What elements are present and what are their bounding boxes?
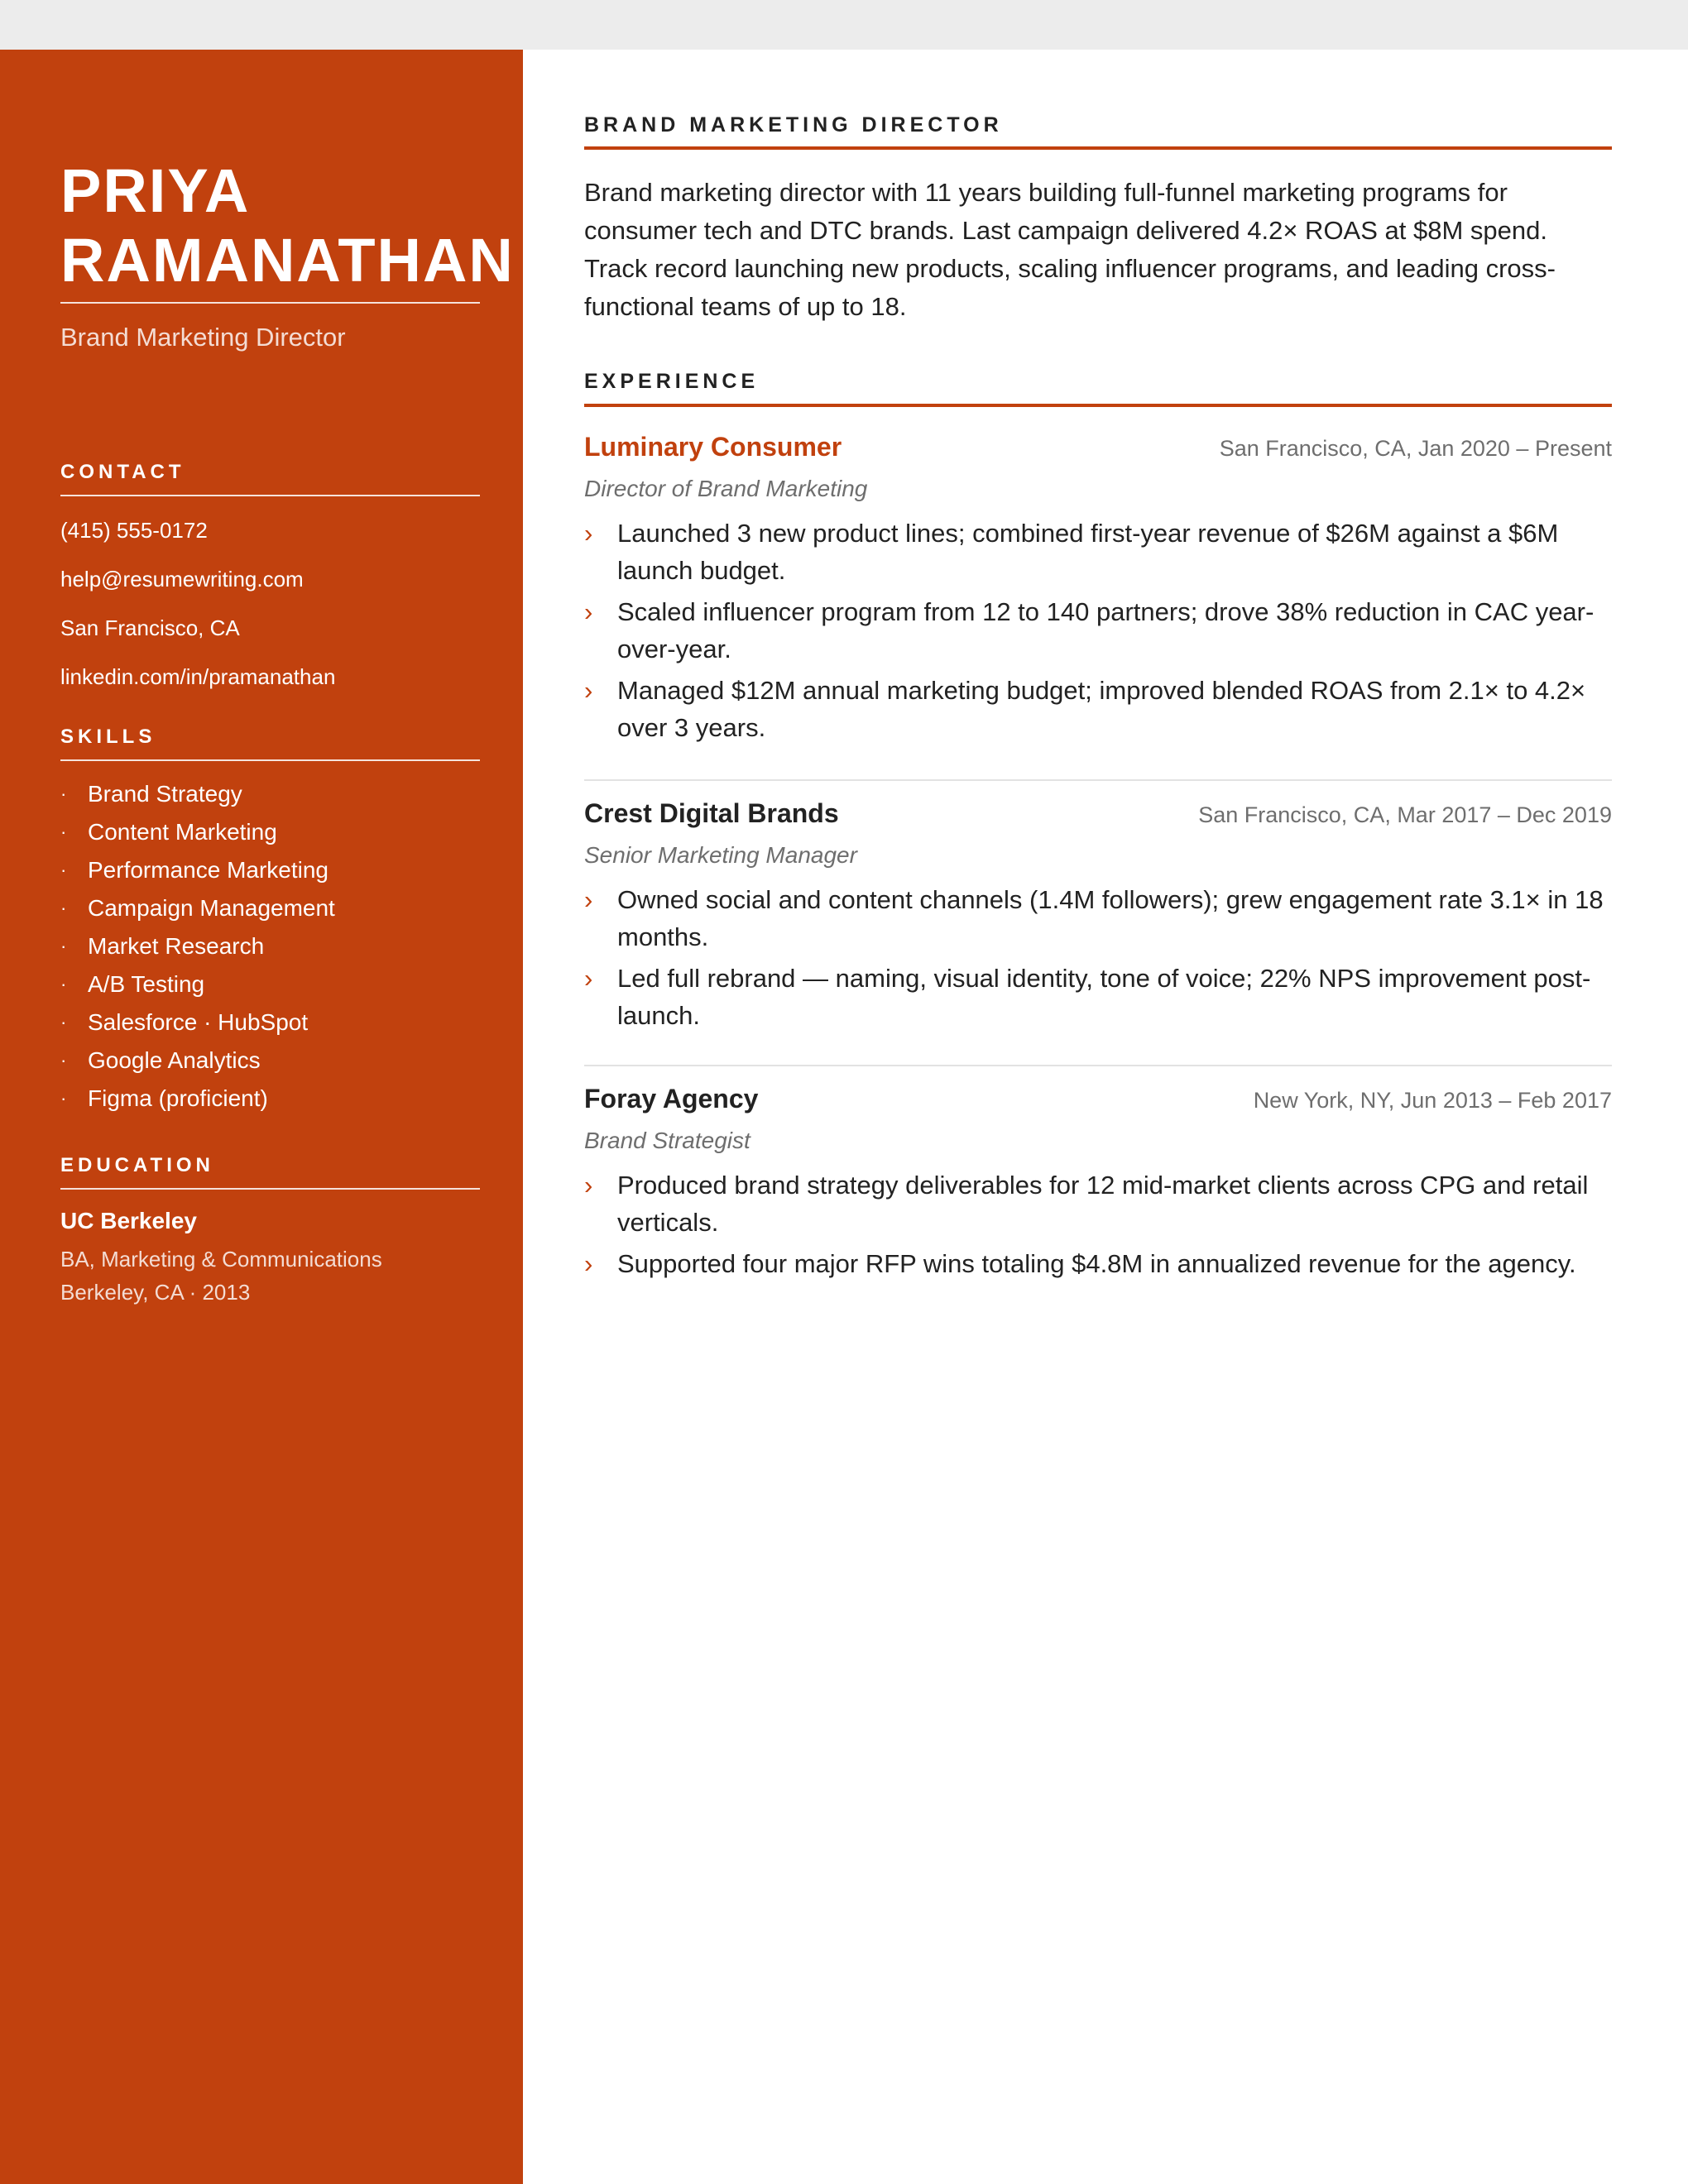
skill-bullet: · [60,898,67,918]
job-bullet-text: Produced brand strategy deliverables for 12 mid-market clients across CPG and retail verticals. [617,1171,1589,1237]
bullet-marker: › [584,964,593,993]
bullet-marker: › [584,597,593,626]
skill-bullet: · [60,783,67,804]
job-bullet [584,881,1612,956]
job-bullet [584,960,1612,1034]
job-bullet [584,593,1612,668]
experience-divider [584,404,1612,407]
bullet-marker: › [584,885,593,914]
job-company: Foray Agency [584,1084,759,1114]
job-location-dates: San Francisco, CA, Jan 2020 – Present [1219,436,1612,461]
skill-item [60,930,335,968]
bullet-marker: › [584,519,593,548]
education-heading: EDUCATION [60,1154,214,1176]
job-bullet-text: Scaled influencer program from 12 to 140 partners; drove 38% reduction in CAC year-over-year. [617,597,1594,663]
bullet-marker: › [584,1171,593,1200]
skill-item [60,854,335,892]
job-bullet [584,515,1612,589]
job-location-dates: New York, NY, Jun 2013 – Feb 2017 [1253,1088,1612,1113]
job-bullets [584,515,1612,750]
job-bullet-text: Launched 3 new product lines; combined first-year revenue of $26M against a $6M launch budget. [617,519,1559,585]
skill-label: Google Analytics [88,1047,261,1073]
skill-label: Figma (proficient) [88,1085,268,1111]
skill-label: A/B Testing [88,971,205,997]
skill-item [60,892,335,930]
experience-heading: EXPERIENCE [584,370,760,393]
summary-divider [584,146,1612,150]
skill-bullet: · [60,974,67,994]
summary-heading: BRAND MARKETING DIRECTOR [584,113,1003,136]
job-bullet-text: Managed $12M annual marketing budget; improved blended ROAS from 2.1× to 4.2× over 3 years. [617,676,1586,742]
skill-bullet: · [60,1012,67,1032]
skill-item [60,778,335,816]
skill-item [60,1006,335,1044]
job-separator [584,1065,1612,1066]
skill-bullet: · [60,821,67,842]
education-location-year: Berkeley, CA · 2013 [60,1280,251,1305]
skills-list [60,778,335,1120]
skills-divider [60,759,480,761]
name-last: RAMANATHAN [60,226,515,295]
job-location-dates: San Francisco, CA, Mar 2017 – Dec 2019 [1198,802,1612,827]
job-role: Senior Marketing Manager [584,842,857,868]
education-degree: BA, Marketing & Communications [60,1247,382,1272]
contact-linkedin: linkedin.com/in/pramanathan [60,664,336,689]
skills-heading: SKILLS [60,726,156,748]
job-bullet-text: Owned social and content channels (1.4M followers); grew engagement rate 3.1× in 18 months. [617,885,1604,951]
skill-label: Market Research [88,933,265,959]
job-bullet [584,1166,1612,1241]
name-first: PRIYA [60,156,251,225]
contact-divider [60,495,480,496]
job-bullets [584,881,1612,1038]
contact-heading: CONTACT [60,461,185,483]
contact-location: San Francisco, CA [60,615,240,640]
contact-phone: (415) 555-0172 [60,518,208,543]
job-bullet-text: Supported four major RFP wins totaling $4.8M in annualized revenue for the agency. [617,1249,1576,1278]
education-divider [60,1188,480,1190]
skill-item [60,968,335,1006]
bullet-marker: › [584,676,593,705]
name-divider [60,302,480,304]
skill-bullet: · [60,1088,67,1109]
skill-item [60,1082,335,1120]
bullet-marker: › [584,1249,593,1278]
skill-label: Salesforce · HubSpot [88,1009,309,1035]
job-bullet-text: Led full rebrand — naming, visual identity, tone of voice; 22% NPS improvement post-launch. [617,964,1591,1030]
skill-item [60,816,335,854]
skill-label: Brand Strategy [88,781,242,807]
skill-label: Campaign Management [88,895,335,921]
sidebar [0,50,523,2184]
summary-text: Brand marketing director with 11 years building full-funnel marketing programs for consumer tech and DTC brands. Last campaign delivered 4.2× ROAS at $8M spend. Track record launching new products, scaling influencer programs, and leading cross-functional teams of up to 18. [584,178,1556,321]
skill-bullet: · [60,936,67,956]
skill-label: Performance Marketing [88,857,329,883]
job-role: Director of Brand Marketing [584,476,868,501]
job-bullet [584,672,1612,746]
job-company: Crest Digital Brands [584,798,839,828]
job-company: Luminary Consumer [584,432,842,462]
education-school: UC Berkeley [60,1208,197,1233]
candidate-title: Brand Marketing Director [60,323,346,352]
job-bullet [584,1245,1612,1282]
job-bullets [584,1166,1612,1286]
contact-email: help@resumewriting.com [60,567,304,592]
skill-item [60,1044,335,1082]
job-separator [584,779,1612,781]
candidate-name [60,156,573,295]
skill-label: Content Marketing [88,819,277,845]
skill-bullet: · [60,1050,67,1070]
resume-page [0,50,1688,2184]
job-role: Brand Strategist [584,1128,750,1153]
skill-bullet: · [60,860,67,880]
